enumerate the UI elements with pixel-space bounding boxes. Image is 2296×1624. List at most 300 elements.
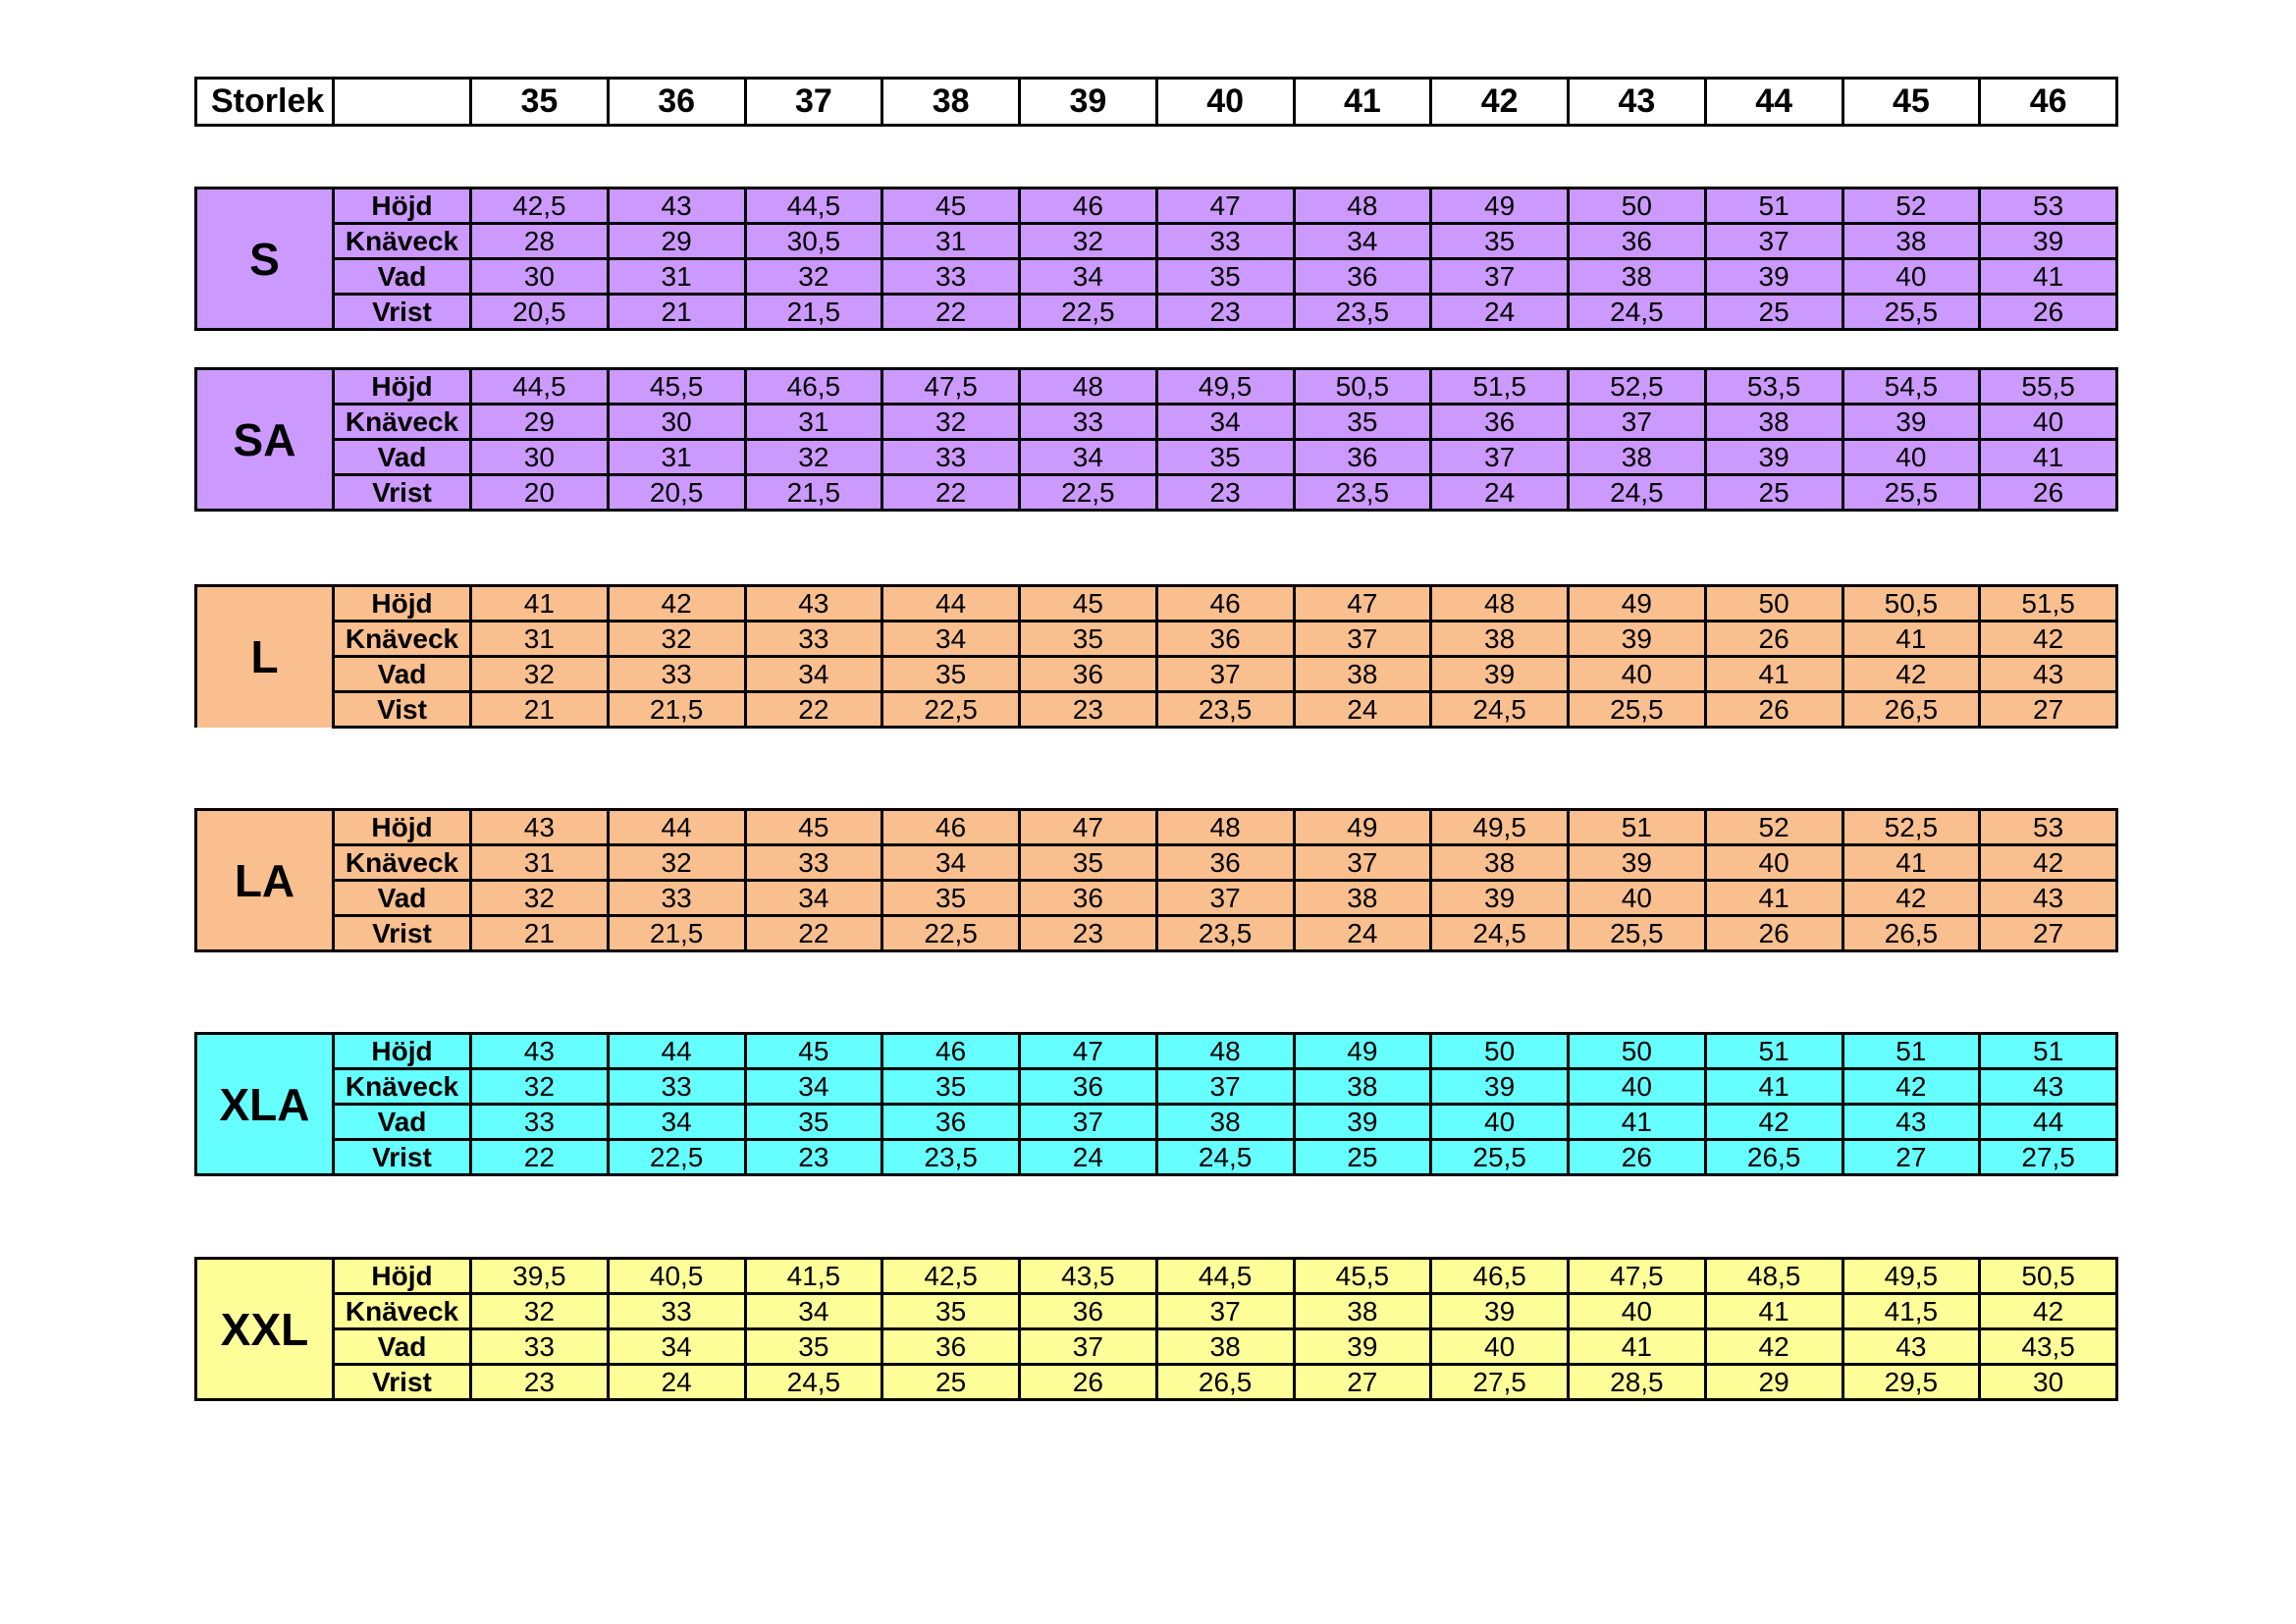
measurement-value: 35 xyxy=(882,1294,1020,1329)
measurement-value: 35 xyxy=(1020,622,1157,657)
measurement-value: 23 xyxy=(745,1140,882,1175)
measurement-value: 33 xyxy=(1156,224,1294,259)
measurement-value: 52 xyxy=(1842,189,1980,224)
group-name: L xyxy=(196,586,334,728)
measurement-value: 36 xyxy=(1431,405,1569,440)
measurement-row xyxy=(196,259,2117,295)
measurement-value: 52,5 xyxy=(1842,810,1980,845)
measurement-value: 21,5 xyxy=(608,692,745,728)
measurement-value: 35 xyxy=(882,881,1020,916)
size-header-cell: 37 xyxy=(745,79,882,126)
measurement-value: 26 xyxy=(1569,1140,1706,1175)
measurement-value: 23 xyxy=(1156,475,1294,511)
measurement-value: 26 xyxy=(1705,622,1842,657)
measurement-value: 31 xyxy=(745,405,882,440)
measurement-row xyxy=(196,622,2117,657)
measurement-value: 27,5 xyxy=(1980,1140,2117,1175)
measurement-value: 36 xyxy=(882,1329,1020,1365)
measurement-row xyxy=(196,845,2117,881)
measurement-label: Vad xyxy=(334,657,471,692)
measurement-value: 24,5 xyxy=(1156,1140,1294,1175)
measurement-value: 22 xyxy=(745,916,882,951)
measurement-value: 39 xyxy=(1431,657,1569,692)
measurement-value: 34 xyxy=(1020,440,1157,475)
measurement-value: 33 xyxy=(608,657,745,692)
measurement-value: 26,5 xyxy=(1156,1365,1294,1400)
measurement-value: 35 xyxy=(882,1069,1020,1105)
measurement-value: 31 xyxy=(608,259,745,295)
measurement-value: 22 xyxy=(882,475,1020,511)
measurement-value: 38 xyxy=(1569,259,1706,295)
measurement-value: 24,5 xyxy=(1569,475,1706,511)
measurement-value: 21 xyxy=(471,916,609,951)
measurement-value: 24 xyxy=(1431,295,1569,330)
measurement-value: 40 xyxy=(1569,1069,1706,1105)
measurement-value: 46 xyxy=(1020,189,1157,224)
measurement-label: Höjd xyxy=(334,586,471,622)
measurement-value: 29 xyxy=(1705,1365,1842,1400)
measurement-value: 35 xyxy=(745,1329,882,1365)
measurement-row xyxy=(196,881,2117,916)
measurement-row xyxy=(196,916,2117,951)
measurement-label: Knäveck xyxy=(334,1294,471,1329)
measurement-value: 23,5 xyxy=(882,1140,1020,1175)
measurement-value: 26,5 xyxy=(1842,692,1980,728)
measurement-value: 37 xyxy=(1431,440,1569,475)
size-header-cell: 42 xyxy=(1431,79,1569,126)
measurement-value: 27 xyxy=(1980,916,2117,951)
measurement-value: 42 xyxy=(1842,881,1980,916)
measurement-value: 36 xyxy=(1020,1069,1157,1105)
size-group-table xyxy=(194,187,2118,331)
measurement-row xyxy=(196,1034,2117,1069)
measurement-value: 37 xyxy=(1156,881,1294,916)
measurement-value: 49,5 xyxy=(1431,810,1569,845)
group-name: SA xyxy=(196,369,334,511)
measurement-value: 41,5 xyxy=(745,1259,882,1294)
measurement-value: 53 xyxy=(1980,810,2117,845)
measurement-label: Vad xyxy=(334,1105,471,1140)
measurement-value: 41 xyxy=(1705,1294,1842,1329)
measurement-value: 43 xyxy=(471,1034,609,1069)
measurement-value: 27 xyxy=(1980,692,2117,728)
size-header-cell: 46 xyxy=(1980,79,2117,126)
measurement-value: 40,5 xyxy=(608,1259,745,1294)
measurement-value: 42 xyxy=(1980,622,2117,657)
measurement-value: 29 xyxy=(471,405,609,440)
measurement-label: Höjd xyxy=(334,1034,471,1069)
measurement-value: 36 xyxy=(1569,224,1706,259)
measurement-row xyxy=(196,295,2117,330)
measurement-value: 45,5 xyxy=(1294,1259,1431,1294)
measurement-value: 33 xyxy=(471,1329,609,1365)
measurement-value: 41 xyxy=(1705,881,1842,916)
measurement-value: 38 xyxy=(1569,440,1706,475)
measurement-value: 44 xyxy=(882,586,1020,622)
measurement-value: 32 xyxy=(882,405,1020,440)
measurement-value: 26 xyxy=(1980,475,2117,511)
measurement-value: 34 xyxy=(745,881,882,916)
size-header-cell: 40 xyxy=(1156,79,1294,126)
size-group-table xyxy=(194,808,2118,952)
measurement-value: 40 xyxy=(1431,1105,1569,1140)
measurement-value: 36 xyxy=(1020,1294,1157,1329)
measurement-value: 24 xyxy=(1431,475,1569,511)
measurement-value: 46 xyxy=(882,1034,1020,1069)
measurement-value: 27 xyxy=(1842,1140,1980,1175)
measurement-value: 41 xyxy=(1705,1069,1842,1105)
measurement-value: 36 xyxy=(882,1105,1020,1140)
measurement-value: 46 xyxy=(1156,586,1294,622)
measurement-value: 34 xyxy=(745,1294,882,1329)
measurement-value: 33 xyxy=(608,881,745,916)
measurement-value: 38 xyxy=(1431,845,1569,881)
measurement-value: 35 xyxy=(745,1105,882,1140)
measurement-value: 44 xyxy=(1980,1105,2117,1140)
group-name: LA xyxy=(196,810,334,951)
measurement-value: 37 xyxy=(1294,845,1431,881)
measurement-value: 39 xyxy=(1294,1105,1431,1140)
measurement-value: 38 xyxy=(1842,224,1980,259)
measurement-value: 20,5 xyxy=(471,295,609,330)
measurement-value: 26 xyxy=(1705,916,1842,951)
measurement-value: 38 xyxy=(1156,1329,1294,1365)
measurement-value: 33 xyxy=(608,1069,745,1105)
measurement-value: 22,5 xyxy=(608,1140,745,1175)
measurement-value: 24 xyxy=(608,1365,745,1400)
measurement-value: 24 xyxy=(1294,692,1431,728)
measurement-value: 47 xyxy=(1156,189,1294,224)
measurement-value: 35 xyxy=(882,657,1020,692)
measurement-value: 22,5 xyxy=(882,692,1020,728)
measurement-row xyxy=(196,189,2117,224)
measurement-value: 24,5 xyxy=(745,1365,882,1400)
measurement-value: 47,5 xyxy=(882,369,1020,405)
measurement-value: 23,5 xyxy=(1156,692,1294,728)
measurement-value: 42 xyxy=(1980,1294,2117,1329)
measurement-value: 38 xyxy=(1431,622,1569,657)
measurement-value: 48 xyxy=(1431,586,1569,622)
measurement-value: 51 xyxy=(1705,1034,1842,1069)
measurement-label: Knäveck xyxy=(334,1069,471,1105)
measurement-value: 32 xyxy=(471,1069,609,1105)
measurement-value: 43 xyxy=(1842,1329,1980,1365)
measurement-value: 35 xyxy=(1156,440,1294,475)
measurement-row xyxy=(196,1294,2117,1329)
measurement-value: 39,5 xyxy=(471,1259,609,1294)
measurement-value: 37 xyxy=(1020,1105,1157,1140)
measurement-value: 43 xyxy=(608,189,745,224)
measurement-value: 42,5 xyxy=(471,189,609,224)
measurement-row xyxy=(196,475,2117,511)
measurement-value: 34 xyxy=(745,657,882,692)
measurement-value: 40 xyxy=(1842,259,1980,295)
measurement-value: 31 xyxy=(471,622,609,657)
measurement-value: 46,5 xyxy=(745,369,882,405)
measurement-value: 45 xyxy=(882,189,1020,224)
measurement-row xyxy=(196,440,2117,475)
measurement-value: 47,5 xyxy=(1569,1259,1706,1294)
measurement-value: 38 xyxy=(1294,657,1431,692)
measurement-row xyxy=(196,369,2117,405)
group-name: XLA xyxy=(196,1034,334,1175)
measurement-value: 37 xyxy=(1020,1329,1157,1365)
size-header-cell: 41 xyxy=(1294,79,1431,126)
measurement-value: 36 xyxy=(1020,657,1157,692)
size-group-table xyxy=(194,1257,2118,1401)
measurement-value: 51,5 xyxy=(1980,586,2117,622)
measurement-value: 52 xyxy=(1705,810,1842,845)
measurement-value: 36 xyxy=(1020,881,1157,916)
measurement-value: 34 xyxy=(1020,259,1157,295)
measurement-value: 32 xyxy=(471,657,609,692)
measurement-label: Vad xyxy=(334,440,471,475)
measurement-value: 32 xyxy=(471,1294,609,1329)
measurement-value: 39 xyxy=(1294,1329,1431,1365)
measurement-row xyxy=(196,1329,2117,1365)
measurement-value: 36 xyxy=(1294,440,1431,475)
measurement-value: 39 xyxy=(1569,845,1706,881)
measurement-value: 27,5 xyxy=(1431,1365,1569,1400)
measurement-value: 45 xyxy=(745,1034,882,1069)
measurement-value: 53,5 xyxy=(1705,369,1842,405)
measurement-value: 33 xyxy=(745,622,882,657)
measurement-value: 44,5 xyxy=(1156,1259,1294,1294)
measurement-value: 44 xyxy=(608,810,745,845)
measurement-value: 25 xyxy=(1294,1140,1431,1175)
measurement-value: 50 xyxy=(1705,586,1842,622)
measurement-value: 23,5 xyxy=(1294,295,1431,330)
measurement-value: 50 xyxy=(1431,1034,1569,1069)
measurement-value: 36 xyxy=(1294,259,1431,295)
measurement-value: 49 xyxy=(1294,1034,1431,1069)
size-header-cell: 39 xyxy=(1020,79,1157,126)
measurement-value: 30 xyxy=(608,405,745,440)
measurement-row xyxy=(196,692,2117,728)
measurement-value: 37 xyxy=(1431,259,1569,295)
size-group-table xyxy=(194,367,2118,512)
measurement-value: 43,5 xyxy=(1020,1259,1157,1294)
measurement-value: 49 xyxy=(1569,586,1706,622)
group-name: S xyxy=(196,189,334,330)
measurement-value: 33 xyxy=(1020,405,1157,440)
measurement-value: 30 xyxy=(471,259,609,295)
measurement-value: 21 xyxy=(608,295,745,330)
measurement-value: 44,5 xyxy=(471,369,609,405)
measurement-value: 39 xyxy=(1431,1294,1569,1329)
measurement-value: 39 xyxy=(1705,440,1842,475)
measurement-value: 51 xyxy=(1569,810,1706,845)
measurement-value: 42 xyxy=(1705,1329,1842,1365)
measurement-value: 20 xyxy=(471,475,609,511)
measurement-value: 35 xyxy=(1020,845,1157,881)
measurement-value: 24,5 xyxy=(1569,295,1706,330)
measurement-label: Höjd xyxy=(334,810,471,845)
measurement-value: 23 xyxy=(1020,692,1157,728)
measurement-value: 41,5 xyxy=(1842,1294,1980,1329)
measurement-value: 43 xyxy=(1980,881,2117,916)
measurement-value: 38 xyxy=(1294,1294,1431,1329)
measurement-value: 23,5 xyxy=(1156,916,1294,951)
measurement-value: 22 xyxy=(882,295,1020,330)
measurement-value: 45 xyxy=(1020,586,1157,622)
measurement-value: 50 xyxy=(1569,1034,1706,1069)
measurement-value: 25,5 xyxy=(1842,295,1980,330)
measurement-label: Knäveck xyxy=(334,622,471,657)
measurement-value: 34 xyxy=(608,1329,745,1365)
measurement-value: 26,5 xyxy=(1705,1140,1842,1175)
measurement-value: 32 xyxy=(745,259,882,295)
measurement-value: 25,5 xyxy=(1431,1140,1569,1175)
measurement-value: 28,5 xyxy=(1569,1365,1706,1400)
measurement-value: 48 xyxy=(1020,369,1157,405)
measurement-value: 40 xyxy=(1980,405,2117,440)
measurement-value: 31 xyxy=(471,845,609,881)
measurement-value: 34 xyxy=(608,1105,745,1140)
measurement-value: 39 xyxy=(1431,881,1569,916)
measurement-value: 36 xyxy=(1156,845,1294,881)
measurement-value: 38 xyxy=(1294,1069,1431,1105)
measurement-label: Vad xyxy=(334,1329,471,1365)
size-header-cell: 38 xyxy=(882,79,1020,126)
measurement-row xyxy=(196,586,2117,622)
measurement-label: Knäveck xyxy=(334,224,471,259)
measurement-value: 33 xyxy=(882,259,1020,295)
measurement-value: 49 xyxy=(1294,810,1431,845)
measurement-value: 55,5 xyxy=(1980,369,2117,405)
measurement-value: 51,5 xyxy=(1431,369,1569,405)
measurement-value: 41 xyxy=(1980,440,2117,475)
measurement-value: 37 xyxy=(1705,224,1842,259)
measurement-value: 21,5 xyxy=(745,295,882,330)
measurement-value: 34 xyxy=(1156,405,1294,440)
measurement-value: 39 xyxy=(1705,259,1842,295)
measurement-label: Knäveck xyxy=(334,845,471,881)
measurement-value: 50,5 xyxy=(1294,369,1431,405)
measurement-value: 37 xyxy=(1156,1069,1294,1105)
measurement-label: Höjd xyxy=(334,189,471,224)
size-header-cell: 35 xyxy=(471,79,609,126)
measurement-value: 45,5 xyxy=(608,369,745,405)
measurement-value: 37 xyxy=(1156,657,1294,692)
measurement-value: 42 xyxy=(1705,1105,1842,1140)
measurement-row xyxy=(196,405,2117,440)
measurement-value: 41 xyxy=(1842,622,1980,657)
measurement-value: 32 xyxy=(1020,224,1157,259)
measurement-value: 23 xyxy=(1020,916,1157,951)
measurement-label: Vad xyxy=(334,881,471,916)
measurement-value: 20,5 xyxy=(608,475,745,511)
measurement-value: 28 xyxy=(471,224,609,259)
measurement-label: Vist xyxy=(334,692,471,728)
measurement-value: 26,5 xyxy=(1842,916,1980,951)
measurement-value: 42 xyxy=(1842,1069,1980,1105)
measurement-value: 43 xyxy=(1980,1069,2117,1105)
measurement-label: Vrist xyxy=(334,1140,471,1175)
measurement-row xyxy=(196,1105,2117,1140)
measurement-value: 44,5 xyxy=(745,189,882,224)
measurement-value: 37 xyxy=(1294,622,1431,657)
measurement-value: 25 xyxy=(882,1365,1020,1400)
measurement-value: 48,5 xyxy=(1705,1259,1842,1294)
measurement-value: 32 xyxy=(608,845,745,881)
measurement-value: 50,5 xyxy=(1980,1259,2117,1294)
measurement-value: 41 xyxy=(1980,259,2117,295)
measurement-value: 29 xyxy=(608,224,745,259)
measurement-row xyxy=(196,1259,2117,1294)
measurement-value: 33 xyxy=(745,845,882,881)
measurement-value: 42 xyxy=(1842,657,1980,692)
measurement-value: 45 xyxy=(745,810,882,845)
measurement-value: 41 xyxy=(1705,657,1842,692)
measurement-value: 40 xyxy=(1569,657,1706,692)
measurement-label: Vrist xyxy=(334,916,471,951)
measurement-value: 29,5 xyxy=(1842,1365,1980,1400)
measurement-value: 22,5 xyxy=(1020,475,1157,511)
measurement-value: 39 xyxy=(1842,405,1980,440)
measurement-label: Vrist xyxy=(334,295,471,330)
size-header-table xyxy=(194,77,2118,127)
measurement-value: 49,5 xyxy=(1156,369,1294,405)
measurement-value: 39 xyxy=(1431,1069,1569,1105)
measurement-value: 25,5 xyxy=(1842,475,1980,511)
measurement-value: 23 xyxy=(471,1365,609,1400)
measurement-value: 40 xyxy=(1842,440,1980,475)
measurement-value: 22,5 xyxy=(1020,295,1157,330)
measurement-value: 27 xyxy=(1294,1365,1431,1400)
measurement-value: 43 xyxy=(1842,1105,1980,1140)
measurement-value: 37 xyxy=(1156,1294,1294,1329)
measurement-value: 32 xyxy=(745,440,882,475)
size-header-row xyxy=(196,79,2117,126)
measurement-value: 30 xyxy=(471,440,609,475)
measurement-value: 43,5 xyxy=(1980,1329,2117,1365)
measurement-value: 37 xyxy=(1569,405,1706,440)
measurement-value: 24 xyxy=(1294,916,1431,951)
measurement-value: 41 xyxy=(471,586,609,622)
measurement-value: 46 xyxy=(882,810,1020,845)
measurement-row xyxy=(196,224,2117,259)
measurement-value: 43 xyxy=(471,810,609,845)
measurement-value: 22 xyxy=(471,1140,609,1175)
measurement-value: 21,5 xyxy=(745,475,882,511)
measurement-value: 30 xyxy=(1980,1365,2117,1400)
measurement-value: 42 xyxy=(1980,845,2117,881)
group-name: XXL xyxy=(196,1259,334,1400)
measurement-value: 26 xyxy=(1980,295,2117,330)
measurement-value: 32 xyxy=(471,881,609,916)
measurement-value: 33 xyxy=(608,1294,745,1329)
measurement-value: 48 xyxy=(1294,189,1431,224)
measurement-value: 34 xyxy=(1294,224,1431,259)
measurement-value: 38 xyxy=(1156,1105,1294,1140)
measurement-value: 52,5 xyxy=(1569,369,1706,405)
measurement-value: 41 xyxy=(1569,1329,1706,1365)
measurement-row xyxy=(196,810,2117,845)
measurement-value: 42 xyxy=(608,586,745,622)
measurement-value: 34 xyxy=(882,845,1020,881)
measurement-value: 40 xyxy=(1431,1329,1569,1365)
measurement-value: 40 xyxy=(1569,881,1706,916)
measurement-value: 47 xyxy=(1020,810,1157,845)
measurement-value: 30,5 xyxy=(745,224,882,259)
measurement-value: 25,5 xyxy=(1569,916,1706,951)
measurement-row xyxy=(196,1365,2117,1400)
measurement-value: 50,5 xyxy=(1842,586,1980,622)
measurement-value: 49 xyxy=(1431,189,1569,224)
measurement-value: 51 xyxy=(1842,1034,1980,1069)
measurement-row xyxy=(196,1069,2117,1105)
